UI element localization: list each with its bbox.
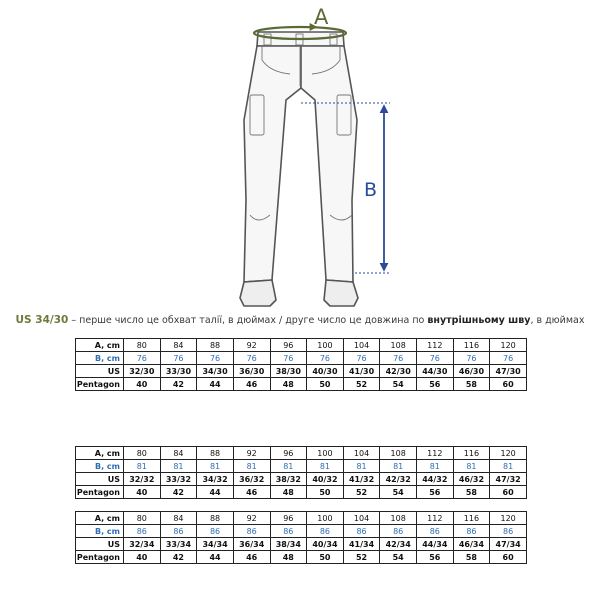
table-cell: 108: [380, 447, 417, 460]
table-cell: 104: [343, 447, 380, 460]
table-cell: 32/34: [124, 538, 161, 551]
table-cell: 100: [307, 339, 344, 352]
row-header: B, cm: [76, 525, 124, 538]
table-cell: 81: [160, 460, 197, 473]
table-cell: 76: [270, 352, 307, 365]
label-b: B: [364, 179, 378, 201]
table-cell: 54: [380, 378, 417, 391]
table-cell: 47/34: [490, 538, 527, 551]
row-header: B, cm: [76, 352, 124, 365]
table-cell: 76: [124, 352, 161, 365]
table-cell: 96: [270, 512, 307, 525]
table-cell: 76: [417, 352, 454, 365]
table-cell: 86: [160, 525, 197, 538]
table-cell: 58: [453, 551, 490, 564]
caption-lead: US 34/30: [15, 314, 69, 326]
table-cell: 88: [197, 339, 234, 352]
table-cell: 81: [197, 460, 234, 473]
table-cell: 81: [417, 460, 454, 473]
table-cell: 33/32: [160, 473, 197, 486]
table-cell: 104: [343, 339, 380, 352]
table-cell: 46/30: [453, 365, 490, 378]
table-cell: 41/34: [343, 538, 380, 551]
table-cell: 44/34: [417, 538, 454, 551]
table-cell: 88: [197, 447, 234, 460]
size-table-inseam-34: [75, 511, 527, 564]
table-cell: 86: [124, 525, 161, 538]
table-cell: 42: [160, 486, 197, 499]
row-header: A, cm: [76, 512, 124, 525]
row-header: Pentagon: [76, 486, 124, 499]
table-cell: 76: [380, 352, 417, 365]
table-cell: 34/30: [197, 365, 234, 378]
size-table-inseam-30: [75, 338, 527, 391]
table-cell: 92: [233, 339, 270, 352]
table-cell: 58: [453, 378, 490, 391]
table-cell: 86: [343, 525, 380, 538]
table-cell: 32/32: [124, 473, 161, 486]
table-cell: 46: [233, 486, 270, 499]
table-cell: 76: [490, 352, 527, 365]
row-header: Pentagon: [76, 378, 124, 391]
table-row: [76, 352, 527, 365]
table-row: [76, 365, 527, 378]
caption-text-1: – перше число це обхват талії, в дюймах / друге число це довжина по: [68, 315, 428, 326]
caption-text-2: , в дюймах: [530, 315, 585, 326]
table-cell: 80: [124, 339, 161, 352]
table-cell: 54: [380, 551, 417, 564]
table-cell: 92: [233, 512, 270, 525]
table-cell: 40/32: [307, 473, 344, 486]
table-cell: 58: [453, 486, 490, 499]
table-cell: 76: [233, 352, 270, 365]
table-cell: 56: [417, 551, 454, 564]
table-row: [76, 538, 527, 551]
row-header: US: [76, 365, 124, 378]
table-cell: 120: [490, 447, 527, 460]
table-cell: 36/34: [233, 538, 270, 551]
table-row: [76, 473, 527, 486]
table-cell: 36/30: [233, 365, 270, 378]
table-cell: 60: [490, 378, 527, 391]
table-cell: 38/34: [270, 538, 307, 551]
pants-outline: [240, 32, 358, 306]
table-row: [76, 447, 527, 460]
table-cell: 56: [417, 378, 454, 391]
table-cell: 108: [380, 339, 417, 352]
table-cell: 80: [124, 447, 161, 460]
table-cell: 100: [307, 447, 344, 460]
table-cell: 47/30: [490, 365, 527, 378]
table-cell: 81: [124, 460, 161, 473]
row-header: A, cm: [76, 447, 124, 460]
table-cell: 47/32: [490, 473, 527, 486]
table-row: [76, 512, 527, 525]
table-cell: 86: [233, 525, 270, 538]
table-cell: 46/34: [453, 538, 490, 551]
size-caption: [0, 314, 600, 326]
table-cell: 108: [380, 512, 417, 525]
table-cell: 48: [270, 486, 307, 499]
row-header: B, cm: [76, 460, 124, 473]
row-header: US: [76, 473, 124, 486]
table-cell: 38/32: [270, 473, 307, 486]
table-cell: 112: [417, 447, 454, 460]
table-cell: 84: [160, 339, 197, 352]
table-cell: 76: [307, 352, 344, 365]
table-cell: 41/30: [343, 365, 380, 378]
table-cell: 112: [417, 339, 454, 352]
table-cell: 32/30: [124, 365, 161, 378]
table-cell: 88: [197, 512, 234, 525]
table-cell: 81: [490, 460, 527, 473]
table-cell: 52: [343, 486, 380, 499]
table-cell: 42/30: [380, 365, 417, 378]
table-cell: 44/30: [417, 365, 454, 378]
table-cell: 86: [453, 525, 490, 538]
table-row: [76, 378, 527, 391]
table-cell: 81: [453, 460, 490, 473]
table-cell: 40: [124, 378, 161, 391]
table-cell: 48: [270, 551, 307, 564]
table-cell: 42/34: [380, 538, 417, 551]
table-cell: 92: [233, 447, 270, 460]
table-cell: 42/32: [380, 473, 417, 486]
row-header: A, cm: [76, 339, 124, 352]
table-cell: 81: [343, 460, 380, 473]
table-cell: 44: [197, 486, 234, 499]
table-cell: 120: [490, 512, 527, 525]
table-cell: 81: [307, 460, 344, 473]
table-cell: 76: [453, 352, 490, 365]
table-cell: 56: [417, 486, 454, 499]
table-cell: 84: [160, 512, 197, 525]
table-cell: 33/34: [160, 538, 197, 551]
table-cell: 81: [233, 460, 270, 473]
table-cell: 42: [160, 378, 197, 391]
caption-bold: внутрішньому шву: [427, 315, 531, 326]
table-cell: 86: [307, 525, 344, 538]
table-cell: 40/34: [307, 538, 344, 551]
table-cell: 116: [453, 339, 490, 352]
table-cell: 86: [490, 525, 527, 538]
table-cell: 86: [270, 525, 307, 538]
table-cell: 81: [270, 460, 307, 473]
table-cell: 76: [197, 352, 234, 365]
table-cell: 86: [417, 525, 454, 538]
table-cell: 96: [270, 447, 307, 460]
table-row: [76, 460, 527, 473]
table-cell: 52: [343, 378, 380, 391]
table-cell: 36/32: [233, 473, 270, 486]
table-row: [76, 486, 527, 499]
table-cell: 38/30: [270, 365, 307, 378]
label-a: A: [314, 5, 329, 29]
row-header: US: [76, 538, 124, 551]
table-cell: 52: [343, 551, 380, 564]
table-cell: 120: [490, 339, 527, 352]
table-cell: 40: [124, 551, 161, 564]
table-cell: 44: [197, 378, 234, 391]
table-cell: 40/30: [307, 365, 344, 378]
table-cell: 81: [380, 460, 417, 473]
table-cell: 40: [124, 486, 161, 499]
table-cell: 48: [270, 378, 307, 391]
size-table-inseam-32: [75, 446, 527, 499]
table-cell: 34/34: [197, 538, 234, 551]
table-cell: 42: [160, 551, 197, 564]
table-row: [76, 525, 527, 538]
table-cell: 80: [124, 512, 161, 525]
table-cell: 96: [270, 339, 307, 352]
table-cell: 76: [343, 352, 380, 365]
table-cell: 116: [453, 512, 490, 525]
table-cell: 46: [233, 378, 270, 391]
table-cell: 112: [417, 512, 454, 525]
table-row: [76, 339, 527, 352]
table-cell: 86: [380, 525, 417, 538]
table-cell: 50: [307, 486, 344, 499]
table-cell: 34/32: [197, 473, 234, 486]
table-row: [76, 551, 527, 564]
table-cell: 33/30: [160, 365, 197, 378]
row-header: Pentagon: [76, 551, 124, 564]
table-cell: 46/32: [453, 473, 490, 486]
table-cell: 54: [380, 486, 417, 499]
table-cell: 46: [233, 551, 270, 564]
table-cell: 76: [160, 352, 197, 365]
table-cell: 60: [490, 486, 527, 499]
table-cell: 44/32: [417, 473, 454, 486]
table-cell: 50: [307, 378, 344, 391]
table-cell: 116: [453, 447, 490, 460]
table-cell: 86: [197, 525, 234, 538]
table-cell: 44: [197, 551, 234, 564]
table-cell: 50: [307, 551, 344, 564]
table-cell: 100: [307, 512, 344, 525]
table-cell: 104: [343, 512, 380, 525]
table-cell: 60: [490, 551, 527, 564]
table-cell: 41/32: [343, 473, 380, 486]
table-cell: 84: [160, 447, 197, 460]
